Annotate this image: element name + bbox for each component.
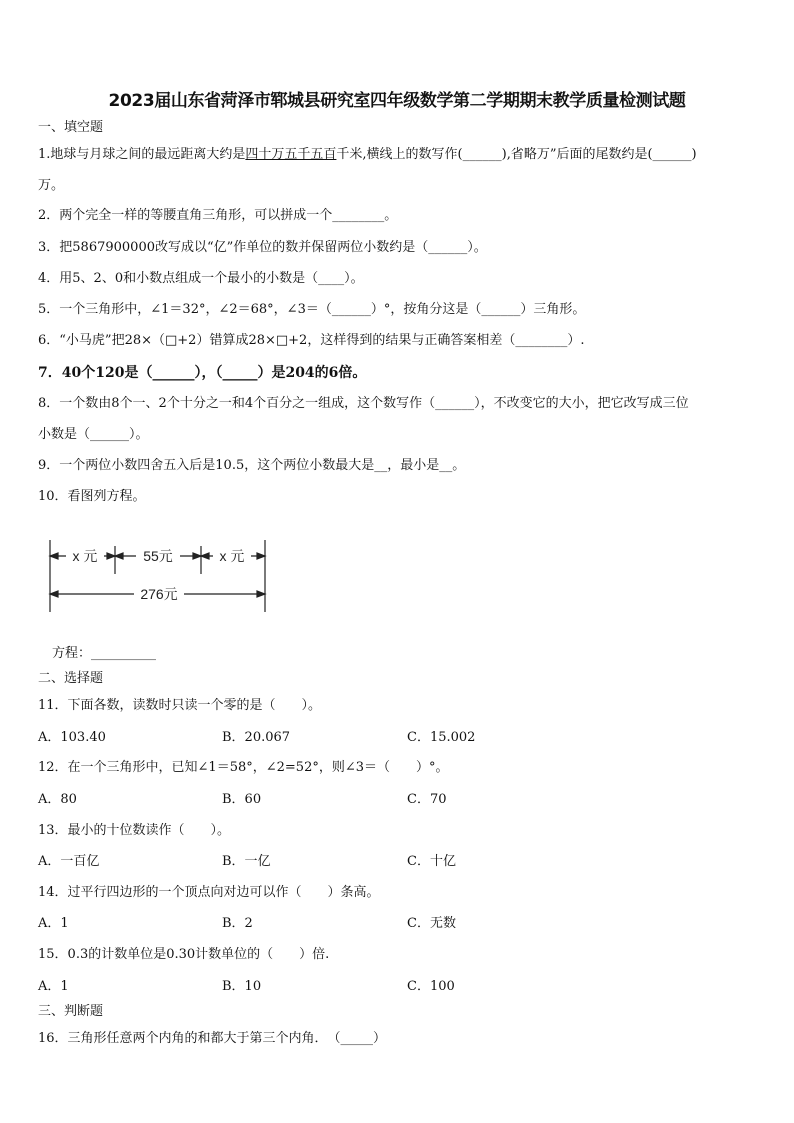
arrow-head [257, 591, 265, 597]
question-7: 7．40个120是（______），（_____）是204的6倍。 [38, 365, 367, 381]
q15-option-c[interactable]: C．100 [407, 979, 455, 994]
question-1 [38, 146, 697, 164]
question-13: 13．最小的十位数读作（ ）。 [38, 823, 231, 838]
q11-option-a[interactable]: A．103.40 [38, 730, 106, 745]
question-4: 4．用5、2、0和小数点组成一个最小的小数是（____）。 [38, 271, 364, 286]
arrow-head [257, 553, 265, 559]
q13-option-b[interactable]: B．一亿 [222, 854, 271, 869]
section-true-false: 三、判断题 [38, 1004, 104, 1019]
section-fill-blank: 一、填空题 [38, 120, 104, 135]
arrow-head [50, 591, 58, 597]
q14-option-a[interactable]: A．1 [38, 916, 69, 931]
segment-label-x-right: x 元 [219, 548, 245, 564]
question-10: 10．看图列方程。 [38, 489, 146, 504]
question-15: 15．0.3的计数单位是0.30计数单位的（ ）倍. [38, 947, 330, 962]
question-12: 12．在一个三角形中，已知∠1＝58°，∠2=52°，则∠3＝（ ）°。 [38, 760, 449, 775]
question-14: 14．过平行四边形的一个顶点向对边可以作（ ）条高。 [38, 885, 380, 900]
question-6: 6．“小马虎”把28×（□+2）错算成28×□+2，这样得到的结果与正确答案相差（________）. [38, 333, 585, 348]
q12-option-b[interactable]: B．60 [222, 792, 262, 807]
q11-option-b[interactable]: B．20.067 [222, 730, 291, 745]
q1-text-c: 万。 [38, 178, 65, 193]
total-label-276: 276元 [140, 586, 178, 602]
segment-label-x-left: x 元 [72, 548, 98, 564]
q15-option-b[interactable]: B．10 [222, 979, 262, 994]
question-11: 11．下面各数，读数时只读一个零的是（ ）。 [38, 698, 322, 713]
q14-option-b[interactable]: B．2 [222, 916, 253, 931]
q15-option-a[interactable]: A．1 [38, 979, 69, 994]
question-8-line-2: 小数是（______）。 [38, 427, 149, 442]
section-multiple-choice: 二、选择题 [38, 671, 104, 686]
q13-option-c[interactable]: C．十亿 [407, 854, 456, 869]
q11-option-c[interactable]: C．15.002 [407, 730, 476, 745]
q12-option-a[interactable]: A．80 [38, 792, 77, 807]
segment-label-55: 55元 [143, 548, 173, 564]
q12-option-c[interactable]: C．70 [407, 792, 447, 807]
q1-underlined: 四十万五千五百 [245, 147, 337, 162]
arrow-head [201, 553, 209, 559]
equation-blank: 方程：__________ [52, 646, 157, 661]
q14-option-c[interactable]: C．无数 [407, 916, 456, 931]
question-16: 16．三角形任意两个内角的和都大于第三个内角． （_____） [38, 1031, 387, 1046]
question-8-line-1: 8．一个数由8个一、2个十分之一和4个百分之一组成，这个数写作（______），不改变它的大小，把它改写成三位 [38, 396, 689, 411]
question-3: 3．把5867900000改写成以“亿”作单位的数并保留两位小数约是（______）。 [38, 240, 487, 255]
question-9: 9．一个两位小数四舍五入后是10.5，这个两位小数最大是__，最小是__。 [38, 458, 466, 473]
q1-text-a: 1.地球与月球之间的最远距离大约是 [38, 147, 246, 162]
arrow-head [115, 553, 123, 559]
question-5: 5．一个三角形中，∠1＝32°，∠2＝68°，∠3＝（______）°，按角分这是（______）三角形。 [38, 302, 586, 317]
arrow-head [50, 553, 58, 559]
q13-option-a[interactable]: A．一百亿 [38, 854, 100, 869]
question-2: 2．两个完全一样的等腰直角三角形，可以拼成一个________。 [38, 208, 398, 223]
q1-text-b: 千米,横线上的数写作(______),省略万”后面的尾数约是(______) [336, 147, 697, 162]
page-title: 2023届山东省菏泽市郓城县研究室四年级数学第二学期期末教学质量检测试题 [108, 91, 686, 111]
line-segment-diagram [44, 536, 274, 616]
